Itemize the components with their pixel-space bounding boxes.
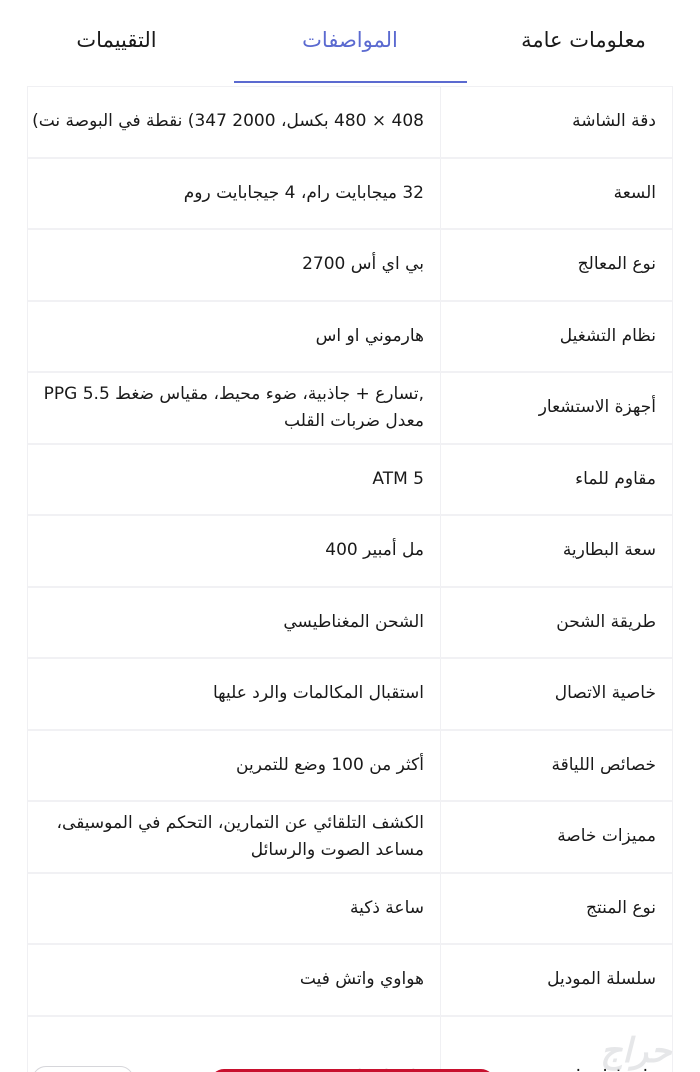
spec-label: السعة [440,159,672,229]
spec-value: أكثر من 100 وضع للتمرين [236,754,424,775]
tab-specifications-label: المواصفات [302,28,398,52]
tab-general-info[interactable] [467,0,700,84]
spec-value: 408 × 480 بكسل، 2000 347) نقطة في البوصة نت) [32,111,424,132]
table-row [28,802,672,874]
spec-value: الشحن المغناطيسي [283,611,424,632]
spec-value: الكشف التلقائي عن التمارين، التحكم في الموسيقى، مساعد الصوت والرسائل [56,812,424,860]
haraj-watermark: حراج [600,1031,672,1071]
table-row [28,87,672,159]
spec-label: سلسلة الموديل [440,945,672,1015]
tab-bar [0,0,700,84]
secondary-action-button[interactable] [32,1066,134,1072]
table-row [28,373,672,445]
spec-label: طريقة الشحن [440,588,672,658]
table-row [28,159,672,231]
spec-value: استقبال المكالمات والرد عليها [212,683,424,704]
spec-value: مل أمبير 400 [325,540,424,561]
spec-value: هارموني او اس [315,325,424,346]
table-row [28,659,672,731]
spec-label: خاصية الاتصال [440,659,672,729]
spec-label: خصائص اللياقة [440,731,672,801]
spec-label: مقاوم للماء [440,445,672,515]
tab-general-info-label: معلومات عامة [521,28,646,52]
table-row [28,731,672,803]
specifications-table [27,86,673,1072]
table-row [28,588,672,660]
tab-specifications[interactable] [234,0,467,84]
table-row [28,302,672,374]
table-row [28,945,672,1017]
tab-reviews-label: التقييمات [76,28,157,52]
spec-label: سعة البطارية [440,516,672,586]
tab-reviews[interactable] [0,0,233,84]
spec-value: هواوي واتش فيت [299,969,424,990]
spec-label: نوع المنتج [440,874,672,944]
table-row [28,516,672,588]
spec-value: ساعة ذكية [350,897,424,918]
spec-value: بي اي أس 2700 [302,254,424,275]
spec-label: نظام التشغيل [440,302,672,372]
spec-value-clipped [28,1017,440,1072]
spec-label: مميزات خاصة [440,802,672,872]
spec-value: ATM 5 [372,468,424,489]
spec-label: أجهزة الاستشعار [440,373,672,443]
table-row [28,874,672,946]
spec-value: ,تسارع + جاذبية، ضوء محيط، مقياس ضغط PPG 5.5 معدل ضربات القلب [43,383,424,431]
spec-value: 32 ميجابايت رام، 4 جيجابايت روم [183,182,424,203]
table-row [28,230,672,302]
table-row [28,445,672,517]
spec-label: نوع المعالج [440,230,672,300]
spec-label: دقة الشاشة [440,87,672,157]
